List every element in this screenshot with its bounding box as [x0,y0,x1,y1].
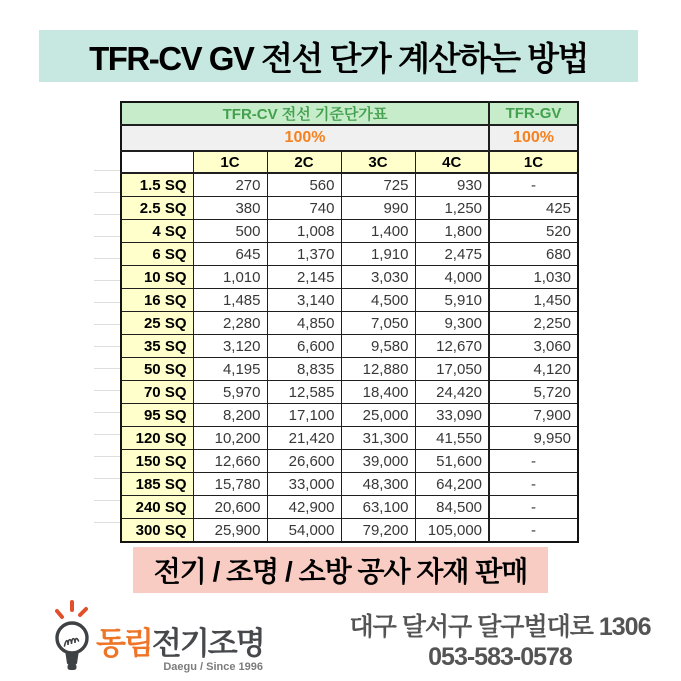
price-cell: 39,000 [341,450,415,473]
row-label: 10 SQ [121,266,193,289]
row-label: 4 SQ [121,220,193,243]
table-row [121,427,578,450]
price-cell: 12,585 [267,381,341,404]
column-header-3c: 3C [341,151,415,173]
price-cell: 4,500 [341,289,415,312]
price-cell: 31,300 [341,427,415,450]
table-row [121,450,578,473]
logo-text-orange: 동림 [96,626,152,661]
price-cell: 1,485 [193,289,267,312]
logo-tagline: Daegu / Since 1996 [163,661,263,673]
table-row [121,266,578,289]
gv-price-cell: 520 [489,220,578,243]
logo-text-gray: 전기조명 [151,626,264,661]
gv-price-cell: - [489,450,578,473]
percent-row [121,125,578,151]
price-cell: 84,500 [415,496,489,519]
row-label: 70 SQ [121,381,193,404]
price-cell: 990 [341,197,415,220]
gv-price-cell: 5,720 [489,381,578,404]
price-cell: 645 [193,243,267,266]
gv-price-cell: 3,060 [489,335,578,358]
price-cell: 2,145 [267,266,341,289]
price-cell: 1,250 [415,197,489,220]
table-title-right: TFR-GV [489,102,578,125]
price-cell: 21,420 [267,427,341,450]
percent-left: 100% [121,125,489,151]
table-row [121,404,578,427]
gv-price-cell: 1,450 [489,289,578,312]
price-cell: 9,580 [341,335,415,358]
price-cell: 5,910 [415,289,489,312]
price-cell: 270 [193,173,267,197]
table-row [121,358,578,381]
price-cell: 4,000 [415,266,489,289]
column-header-1c: 1C [193,151,267,173]
company-logo [96,618,264,663]
price-cell: 725 [341,173,415,197]
gv-price-cell: 7,900 [489,404,578,427]
table-row [121,381,578,404]
price-cell: 380 [193,197,267,220]
price-cell: 20,600 [193,496,267,519]
price-cell: 1,800 [415,220,489,243]
price-cell: 10,200 [193,427,267,450]
price-cell: 3,120 [193,335,267,358]
table-head-rows [121,102,578,173]
price-cell: 1,910 [341,243,415,266]
price-cell: 1,010 [193,266,267,289]
price-cell: 51,600 [415,450,489,473]
column-header-4c: 4C [415,151,489,173]
price-cell: 24,420 [415,381,489,404]
gv-price-cell: 1,030 [489,266,578,289]
price-cell: 8,835 [267,358,341,381]
price-cell: 12,880 [341,358,415,381]
row-label: 240 SQ [121,496,193,519]
row-label: 95 SQ [121,404,193,427]
table-row [121,220,578,243]
price-cell: 17,100 [267,404,341,427]
table-row [121,473,578,496]
table-title-row [121,102,578,125]
gv-price-cell: - [489,519,578,543]
price-cell: 41,550 [415,427,489,450]
sales-banner: 전기 / 조명 / 소방 공사 자재 판매 [133,547,548,593]
price-cell: 18,400 [341,381,415,404]
row-label: 35 SQ [121,335,193,358]
price-cell: 26,600 [267,450,341,473]
price-cell: 79,200 [341,519,415,543]
price-cell: 17,050 [415,358,489,381]
price-cell: 12,660 [193,450,267,473]
price-cell: 42,900 [267,496,341,519]
gv-price-cell: 9,950 [489,427,578,450]
price-cell: 4,850 [267,312,341,335]
price-cell: 2,280 [193,312,267,335]
price-cell: 3,140 [267,289,341,312]
row-label: 1.5 SQ [121,173,193,197]
row-label: 2.5 SQ [121,197,193,220]
percent-right: 100% [489,125,578,151]
table-title-left: TFR-CV 전선 기준단가표 [121,102,489,125]
row-label: 25 SQ [121,312,193,335]
contact-info [330,612,670,672]
price-cell: 740 [267,197,341,220]
gv-price-cell: - [489,173,578,197]
table-row [121,519,578,543]
lightbulb-icon [50,598,94,674]
address-line: 대구 달서구 달구벌대로 1306 [349,613,651,641]
table-row [121,243,578,266]
column-header-2c: 2C [267,151,341,173]
price-cell: 6,600 [267,335,341,358]
table-body [121,173,578,542]
row-label: 185 SQ [121,473,193,496]
price-cell: 25,900 [193,519,267,543]
column-header-gv-1c: 1C [489,151,578,173]
gv-price-cell: 680 [489,243,578,266]
price-cell: 2,475 [415,243,489,266]
price-cell: 54,000 [267,519,341,543]
table-row [121,173,578,197]
corner-cell [121,151,193,173]
price-cell: 105,000 [415,519,489,543]
price-cell: 48,300 [341,473,415,496]
price-cell: 1,400 [341,220,415,243]
row-label: 50 SQ [121,358,193,381]
price-cell: 63,100 [341,496,415,519]
gv-price-cell: - [489,496,578,519]
price-cell: 1,008 [267,220,341,243]
phone-number: 053-583-0578 [428,643,572,671]
gv-price-cell: - [489,473,578,496]
price-cell: 500 [193,220,267,243]
column-header-row [121,151,578,173]
row-label: 120 SQ [121,427,193,450]
row-label: 6 SQ [121,243,193,266]
price-cell: 5,970 [193,381,267,404]
price-cell: 33,090 [415,404,489,427]
gv-price-cell: 425 [489,197,578,220]
table-row [121,335,578,358]
price-cell: 25,000 [341,404,415,427]
price-table [120,101,579,543]
price-cell: 930 [415,173,489,197]
gv-price-cell: 2,250 [489,312,578,335]
price-cell: 3,030 [341,266,415,289]
row-label: 150 SQ [121,450,193,473]
price-cell: 64,200 [415,473,489,496]
price-cell: 9,300 [415,312,489,335]
page-title: TFR-CV GV 전선 단가 계산하는 방법 [39,30,638,82]
table-row [121,496,578,519]
price-cell: 8,200 [193,404,267,427]
price-cell: 12,670 [415,335,489,358]
price-cell: 560 [267,173,341,197]
table-row [121,197,578,220]
row-label: 300 SQ [121,519,193,543]
row-label: 16 SQ [121,289,193,312]
table-row [121,289,578,312]
price-cell: 1,370 [267,243,341,266]
price-cell: 4,195 [193,358,267,381]
table-row [121,312,578,335]
gv-price-cell: 4,120 [489,358,578,381]
price-cell: 7,050 [341,312,415,335]
price-cell: 15,780 [193,473,267,496]
gridline-stubs [94,170,120,524]
price-cell: 33,000 [267,473,341,496]
